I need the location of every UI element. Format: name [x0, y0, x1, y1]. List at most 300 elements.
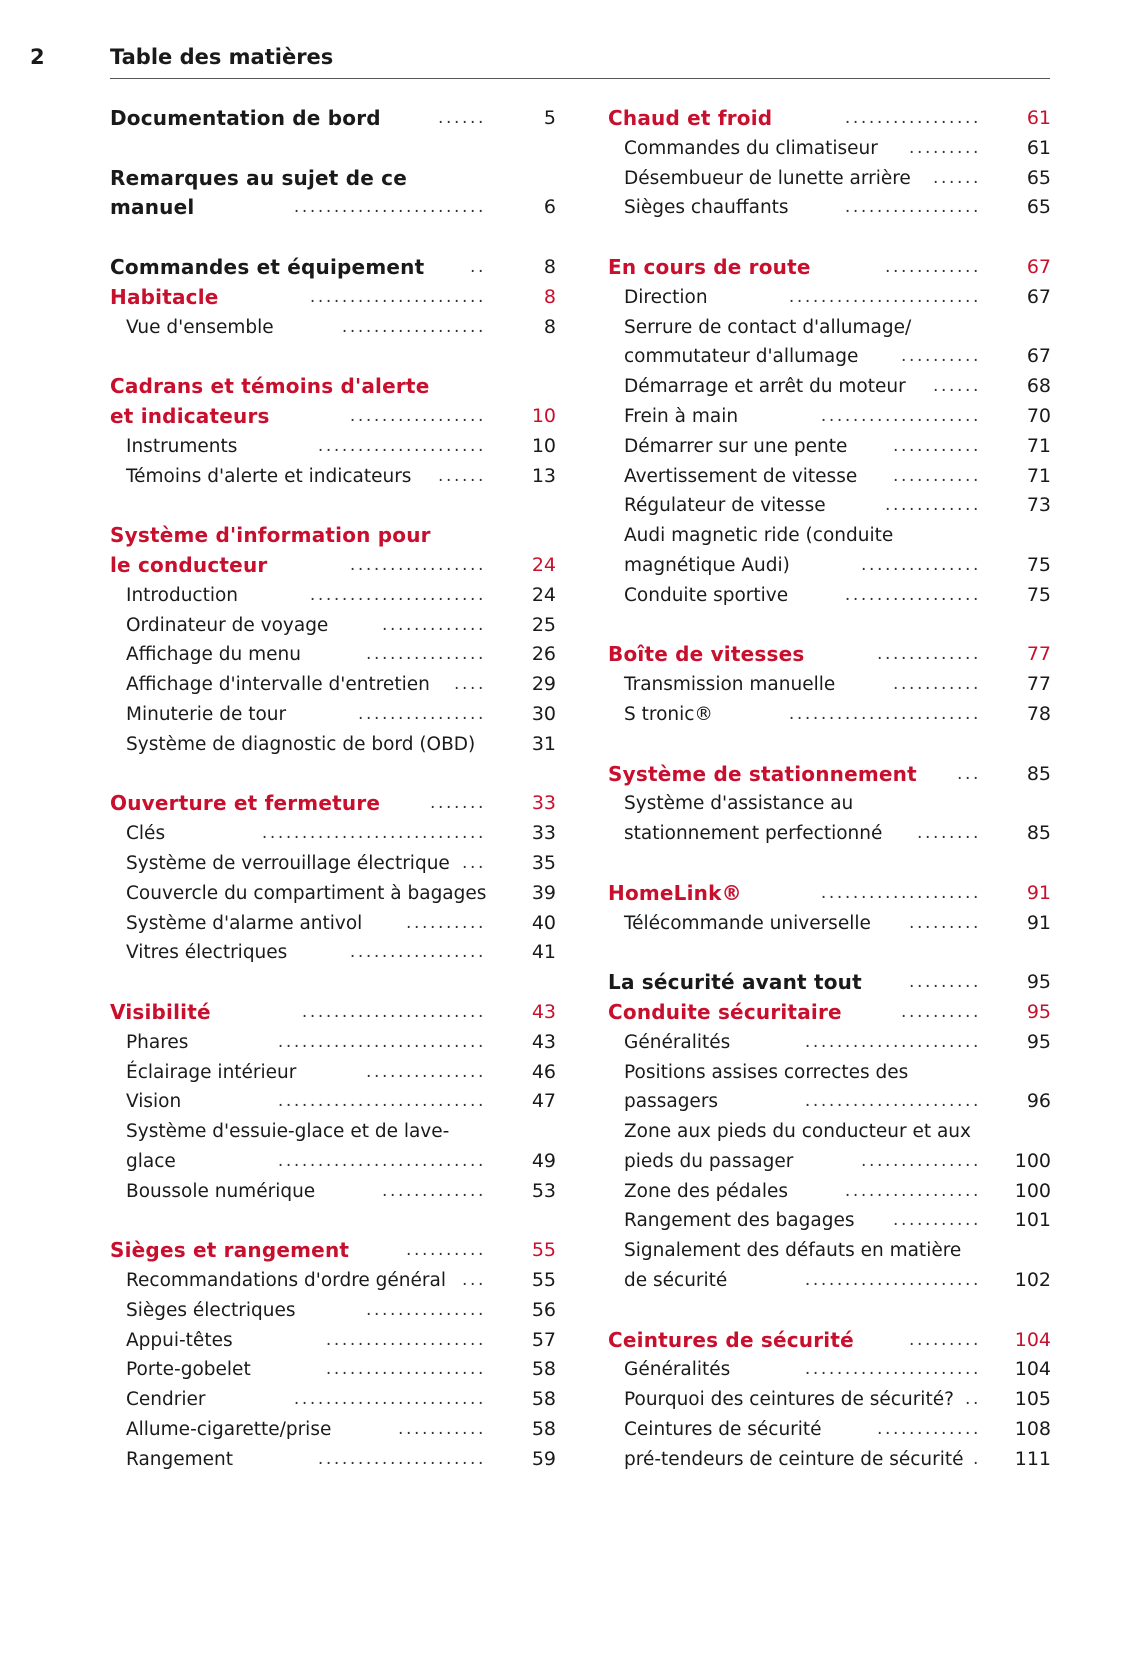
- toc-page-number: 5: [543, 107, 556, 129]
- toc-entry-title: Système d'information pour: [110, 523, 431, 548]
- toc-entry[interactable]: [110, 253, 556, 283]
- toc-entry[interactable]: [110, 104, 556, 134]
- toc-entry[interactable]: [608, 134, 1051, 164]
- toc-page-number: 95: [1026, 971, 1051, 994]
- toc-entry[interactable]: [110, 819, 556, 849]
- toc-leader-dots: ..........: [405, 1240, 486, 1261]
- toc-page-number: 108: [1014, 1418, 1051, 1441]
- toc-entry[interactable]: [110, 1266, 556, 1296]
- toc-entry-title: glace: [126, 1150, 176, 1172]
- toc-leader-dots: ...............: [860, 554, 981, 575]
- toc-entry: [110, 372, 556, 402]
- toc-leader-dots: ........: [916, 823, 981, 844]
- toc-page-number: 67: [1026, 345, 1051, 368]
- toc-entry-title: Rangement: [126, 1448, 234, 1470]
- toc-page-number: 55: [531, 1269, 556, 1292]
- toc-entry[interactable]: [110, 432, 556, 462]
- toc-entry-title: Boussole numérique: [126, 1180, 316, 1202]
- toc-leader-dots: ....................: [820, 405, 981, 426]
- toc-entry-title: Généralités: [624, 1359, 731, 1381]
- toc-page-number: 100: [1014, 1149, 1051, 1172]
- toc-entry[interactable]: [110, 1415, 556, 1445]
- toc-leader-dots: .: [972, 1448, 981, 1469]
- toc-entry[interactable]: [608, 670, 1051, 700]
- toc-page-number: 104: [1014, 1328, 1051, 1351]
- toc-leader-dots: .........: [908, 972, 981, 993]
- toc-leader-dots: ......: [932, 167, 981, 188]
- toc-entry[interactable]: [608, 1087, 1051, 1117]
- toc-leader-dots: .........: [908, 1329, 981, 1350]
- toc-page-number: 91: [1026, 911, 1051, 934]
- toc-page-number: 33: [531, 792, 556, 815]
- toc-page-number: 8: [543, 285, 556, 308]
- toc-entry-title: Démarrage et arrêt du moteur: [624, 376, 906, 398]
- toc-leader-dots: ...............: [365, 1061, 486, 1082]
- toc-entry[interactable]: [110, 402, 556, 432]
- toc-entry[interactable]: [110, 909, 556, 939]
- toc-entry[interactable]: [608, 164, 1051, 194]
- toc-entry-title: passagers: [624, 1091, 719, 1113]
- toc-spacer: [110, 491, 556, 521]
- toc-right-column: [608, 104, 1051, 1475]
- toc-entry[interactable]: [608, 968, 1051, 998]
- toc-page-number: 96: [1026, 1090, 1051, 1113]
- toc-page-number: 10: [531, 434, 556, 457]
- toc-leader-dots: ..........................: [277, 1150, 486, 1171]
- toc-entry-title: Habitacle: [110, 284, 219, 309]
- toc-entry[interactable]: [608, 1028, 1051, 1058]
- toc-leader-dots: ...............: [860, 1150, 981, 1171]
- toc-page-number: 71: [1026, 464, 1051, 487]
- toc-entry[interactable]: [110, 313, 556, 343]
- toc-page-number: 65: [1026, 196, 1051, 219]
- toc-spacer: [608, 611, 1051, 641]
- toc-leader-dots: ......................: [804, 1359, 981, 1380]
- toc-page-number: 78: [1026, 702, 1051, 725]
- toc-entry[interactable]: [608, 402, 1051, 432]
- toc-leader-dots: .................: [349, 554, 486, 575]
- toc-entry[interactable]: [608, 581, 1051, 611]
- toc-page-number: 58: [531, 1358, 556, 1381]
- toc-entry-title: Recommandations d'ordre général: [126, 1270, 446, 1292]
- toc-leader-dots: ......................: [309, 286, 486, 307]
- toc-entry-title: Pourquoi des ceintures de sécurité?: [624, 1389, 954, 1411]
- toc-entry[interactable]: [110, 1445, 556, 1475]
- toc-entry-title: Affichage d'intervalle d'entretien: [126, 674, 430, 696]
- toc-entry[interactable]: [110, 1326, 556, 1356]
- toc-entry[interactable]: [608, 1445, 1051, 1475]
- toc-entry[interactable]: [110, 938, 556, 968]
- toc-entry-title: Phares: [126, 1031, 189, 1053]
- toc-entry-title: Signalement des défauts en matière: [624, 1240, 962, 1262]
- toc-spacer: [110, 134, 556, 164]
- toc-page-number: 6: [543, 196, 556, 219]
- toc-entry-title: manuel: [110, 195, 195, 220]
- toc-page-number: 8: [543, 255, 556, 278]
- toc-entry[interactable]: [608, 342, 1051, 372]
- toc-entry[interactable]: [608, 283, 1051, 313]
- toc-entry-title: le conducteur: [110, 552, 268, 577]
- toc-entry-title: Cadrans et témoins d'alerte: [110, 374, 430, 399]
- toc-leader-dots: ..................: [341, 316, 486, 337]
- toc-page-number: 67: [1026, 255, 1051, 278]
- toc-entry[interactable]: [110, 581, 556, 611]
- toc-page-number: 75: [1026, 553, 1051, 576]
- toc-entry-title: Vitres électriques: [126, 942, 288, 964]
- toc-page-number: 67: [1026, 285, 1051, 308]
- toc-leader-dots: ............................: [261, 823, 486, 844]
- toc-entry-title: En cours de route: [608, 254, 811, 279]
- toc-entry-title: Ceintures de sécurité: [624, 1419, 822, 1441]
- toc-entry[interactable]: [110, 670, 556, 700]
- toc-page-number: 41: [531, 941, 556, 964]
- toc-entry[interactable]: [608, 1177, 1051, 1207]
- toc-entry-title: Sièges et rangement: [110, 1238, 350, 1263]
- toc-entry-title: magnétique Audi): [624, 554, 790, 576]
- toc-entry: [608, 313, 1051, 343]
- toc-page-number: 25: [531, 613, 556, 636]
- toc-entry[interactable]: [608, 760, 1051, 790]
- toc-entry[interactable]: [110, 1028, 556, 1058]
- toc-entry[interactable]: [110, 1087, 556, 1117]
- toc-entry[interactable]: [608, 819, 1051, 849]
- toc-entry-title: Rangement des bagages: [624, 1210, 855, 1232]
- toc-leader-dots: .......: [429, 793, 486, 814]
- toc-entry[interactable]: [608, 372, 1051, 402]
- toc-entry-title: Généralités: [624, 1031, 731, 1053]
- toc-page-number: 40: [531, 911, 556, 934]
- toc-page-number: 26: [531, 643, 556, 666]
- toc-leader-dots: ...........: [892, 435, 981, 456]
- toc-entry[interactable]: [110, 1147, 556, 1177]
- toc-entry-title: Désembueur de lunette arrière: [624, 167, 911, 189]
- toc-leader-dots: ....................: [820, 882, 981, 903]
- toc-page-number: 30: [531, 702, 556, 725]
- toc-entry-title: Audi magnetic ride (conduite: [624, 525, 894, 547]
- toc-entry-title: Remarques au sujet de ce: [110, 165, 407, 190]
- toc-leader-dots: ...: [461, 1270, 486, 1291]
- toc-page-number: 8: [543, 315, 556, 338]
- toc-entry-title: stationnement perfectionné: [624, 823, 883, 845]
- toc-entry[interactable]: [110, 700, 556, 730]
- toc-entry-title: pré-tendeurs de ceinture de sécurité: [624, 1448, 964, 1470]
- toc-page-number: 57: [531, 1328, 556, 1351]
- toc-entry[interactable]: [608, 1147, 1051, 1177]
- toc-page-number: 29: [531, 673, 556, 696]
- toc-leader-dots: ......: [437, 108, 486, 128]
- toc-leader-dots: ...........: [892, 1210, 981, 1231]
- toc-page-number: 39: [531, 881, 556, 904]
- toc-leader-dots: .............: [381, 1180, 486, 1201]
- toc-page-number: 65: [1026, 166, 1051, 189]
- toc-leader-dots: ...........: [397, 1419, 486, 1440]
- toc-entry[interactable]: [608, 1326, 1051, 1356]
- toc-page-number: 46: [531, 1060, 556, 1083]
- toc-leader-dots: ........................: [293, 1389, 486, 1410]
- toc-page-number: 56: [531, 1298, 556, 1321]
- toc-leader-dots: .................: [349, 942, 486, 963]
- toc-entry-title: Documentation de bord: [110, 106, 381, 130]
- toc-page-number: 24: [531, 553, 556, 576]
- toc-leader-dots: ....: [453, 674, 486, 695]
- toc-leader-dots: ............: [884, 256, 981, 277]
- toc-leader-dots: .......................: [301, 1001, 486, 1022]
- toc-entry-title: de sécurité: [624, 1270, 728, 1292]
- toc-entry[interactable]: [110, 998, 556, 1028]
- toc-entry[interactable]: [608, 104, 1051, 134]
- toc-leader-dots: .................: [844, 108, 981, 128]
- toc-entry[interactable]: [110, 193, 556, 223]
- toc-leader-dots: .....................: [317, 1448, 486, 1469]
- toc-leader-dots: ......: [932, 376, 981, 397]
- toc-entry: [608, 521, 1051, 551]
- toc-entry[interactable]: [110, 1296, 556, 1326]
- toc-page-number: 101: [1014, 1209, 1051, 1232]
- toc-entry-title: Système de diagnostic de bord (OBD): [126, 733, 476, 755]
- toc-entry-title: Couvercle du compartiment à bagages: [126, 882, 487, 904]
- toc-leader-dots: .............: [876, 644, 981, 665]
- toc-entry[interactable]: [608, 700, 1051, 730]
- toc-entry[interactable]: [608, 998, 1051, 1028]
- toc-entry[interactable]: [110, 1177, 556, 1207]
- toc-leader-dots: ...............: [365, 1299, 486, 1320]
- toc-page-number: 43: [531, 1000, 556, 1023]
- toc-leader-dots: ...: [956, 763, 981, 784]
- toc-page-number: 68: [1026, 375, 1051, 398]
- toc-entry[interactable]: [110, 730, 556, 760]
- toc-entry-title: Démarrer sur une pente: [624, 435, 848, 457]
- toc-entry-title: La sécurité avant tout: [608, 970, 862, 995]
- toc-spacer: [608, 223, 1051, 253]
- toc-entry-title: HomeLink®: [608, 880, 742, 905]
- toc-entry-title: Cendrier: [126, 1389, 206, 1411]
- toc-entry-title: et indicateurs: [110, 403, 270, 428]
- toc-entry[interactable]: [608, 551, 1051, 581]
- toc-entry[interactable]: [608, 432, 1051, 462]
- toc-leader-dots: ..........: [900, 1001, 981, 1022]
- toc-entry-title: Frein à main: [624, 405, 739, 427]
- toc-leader-dots: ......: [437, 465, 486, 486]
- toc-entry[interactable]: [608, 879, 1051, 909]
- toc-entry[interactable]: [110, 1355, 556, 1385]
- toc-entry-title: Vue d'ensemble: [126, 316, 274, 338]
- toc-entry: [110, 164, 556, 194]
- toc-entry: [110, 521, 556, 551]
- toc-page-number: 13: [531, 464, 556, 487]
- toc-entry-title: Clés: [126, 823, 166, 845]
- toc-leader-dots: ..........................: [277, 1091, 486, 1112]
- toc-page-number: 47: [531, 1090, 556, 1113]
- toc-spacer: [608, 730, 1051, 760]
- toc-leader-dots: ......................: [804, 1031, 981, 1052]
- toc-page-number: 71: [1026, 434, 1051, 457]
- toc-leader-dots: .............: [876, 1419, 981, 1440]
- toc-entry-title: Conduite sécuritaire: [608, 999, 842, 1024]
- toc-entry-title: Visibilité: [110, 999, 211, 1024]
- toc-left-column: [110, 104, 556, 1475]
- toc-leader-dots: ...: [461, 852, 486, 873]
- toc-leader-dots: ......................: [309, 584, 486, 605]
- toc-entry-title: Ouverture et fermeture: [110, 791, 381, 816]
- toc-entry-title: Système d'essuie-glace et de lave-: [126, 1121, 450, 1143]
- toc-entry-title: Allume-cigarette/prise: [126, 1419, 332, 1441]
- toc-entry-title: Système d'assistance au: [624, 793, 854, 815]
- toc-entry-title: Témoins d'alerte et indicateurs: [126, 465, 412, 487]
- toc-leader-dots: ....................: [325, 1329, 486, 1350]
- toc-page-number: 35: [531, 851, 556, 874]
- toc-entry-title: Commandes du climatiseur: [624, 137, 878, 159]
- toc-leader-dots: ........................: [788, 703, 981, 724]
- toc-leader-dots: ...........: [892, 465, 981, 486]
- toc-entry-title: Télécommande universelle: [624, 912, 871, 934]
- toc-leader-dots: .................: [349, 405, 486, 426]
- toc-entry[interactable]: [110, 462, 556, 492]
- toc-entry-title: Boîte de vitesses: [608, 642, 805, 667]
- toc-leader-dots: .........: [908, 137, 981, 158]
- toc-entry-title: Vision: [126, 1091, 182, 1113]
- toc-entry-title: Serrure de contact d'allumage/: [624, 316, 912, 338]
- toc-page-number: 95: [1026, 1000, 1051, 1023]
- toc-entry-title: S tronic®: [624, 703, 713, 725]
- toc-page-number: 61: [1026, 107, 1051, 129]
- toc-page-number: 91: [1026, 881, 1051, 904]
- toc-page-number: 61: [1026, 136, 1051, 159]
- toc-leader-dots: ......................: [804, 1270, 981, 1291]
- toc-page-number: 75: [1026, 583, 1051, 606]
- toc-entry-title: Avertissement de vitesse: [624, 465, 858, 487]
- toc-entry-title: Minuterie de tour: [126, 703, 287, 725]
- toc-page-number: 105: [1014, 1388, 1051, 1411]
- toc-entry-title: Zone aux pieds du conducteur et aux: [624, 1121, 971, 1143]
- toc-entry-title: Zone des pédales: [624, 1180, 788, 1202]
- toc-entry[interactable]: [110, 1236, 556, 1266]
- toc-entry[interactable]: [110, 789, 556, 819]
- toc-entry-title: Positions assises correctes des: [624, 1061, 909, 1083]
- toc-page-number: 55: [531, 1239, 556, 1262]
- toc-page-number: 95: [1026, 1030, 1051, 1053]
- toc-entry-title: Sièges chauffants: [624, 197, 789, 219]
- toc-entry[interactable]: [110, 1385, 556, 1415]
- toc-spacer: [110, 342, 556, 372]
- toc-page-number: 53: [531, 1179, 556, 1202]
- toc-entry[interactable]: [608, 1415, 1051, 1445]
- toc-leader-dots: .................: [844, 197, 981, 218]
- toc-entry[interactable]: [608, 640, 1051, 670]
- toc-page-number: 102: [1014, 1269, 1051, 1292]
- toc-entry-title: Ordinateur de voyage: [126, 614, 329, 636]
- toc-entry[interactable]: [110, 879, 556, 909]
- toc-page-number: 31: [531, 732, 556, 755]
- toc-leader-dots: ................: [357, 703, 486, 724]
- toc-entry[interactable]: [608, 253, 1051, 283]
- toc-page-number: 77: [1026, 673, 1051, 696]
- toc-entry[interactable]: [110, 283, 556, 313]
- toc-leader-dots: ............: [884, 495, 981, 516]
- toc-page-number: 59: [531, 1447, 556, 1470]
- toc-entry[interactable]: [110, 1058, 556, 1088]
- toc-page-number: 70: [1026, 404, 1051, 427]
- toc-entry[interactable]: [608, 462, 1051, 492]
- toc-entry[interactable]: [608, 491, 1051, 521]
- toc-entry-title: Transmission manuelle: [624, 674, 836, 696]
- toc-entry-title: Appui-têtes: [126, 1329, 233, 1351]
- toc-entry-title: Instruments: [126, 435, 238, 457]
- toc-page-number: 85: [1026, 822, 1051, 845]
- page-title: Table des matières: [110, 45, 334, 69]
- toc-entry[interactable]: [608, 1385, 1051, 1415]
- toc-spacer: [608, 849, 1051, 879]
- toc-entry[interactable]: [608, 909, 1051, 939]
- toc-leader-dots: ........................: [788, 286, 981, 307]
- toc-entry-title: Ceintures de sécurité: [608, 1327, 854, 1352]
- toc-entry-title: Conduite sportive: [624, 584, 789, 606]
- toc-page-number: 58: [531, 1418, 556, 1441]
- toc-leader-dots: ........................: [293, 197, 486, 218]
- toc-entry[interactable]: [110, 611, 556, 641]
- toc-page-number: 111: [1014, 1447, 1051, 1470]
- toc-entry[interactable]: [608, 1355, 1051, 1385]
- toc-leader-dots: .................: [844, 1180, 981, 1201]
- toc-page-number: 100: [1014, 1179, 1051, 1202]
- toc-leader-dots: ......................: [804, 1091, 981, 1112]
- toc-leader-dots: ..: [469, 256, 486, 277]
- toc-leader-dots: .................: [844, 584, 981, 605]
- toc-spacer: [608, 938, 1051, 968]
- toc-entry[interactable]: [110, 551, 556, 581]
- toc-page-number: 77: [1026, 643, 1051, 666]
- toc-entry-title: Commandes et équipement: [110, 254, 425, 279]
- toc-leader-dots: ..........: [405, 912, 486, 933]
- toc-entry: [608, 1117, 1051, 1147]
- toc-entry[interactable]: [608, 193, 1051, 223]
- toc-leader-dots: ..........: [900, 346, 981, 367]
- toc-entry-title: Régulateur de vitesse: [624, 495, 826, 517]
- toc-page-number: 10: [531, 404, 556, 427]
- toc-entry-title: Système de stationnement: [608, 761, 917, 786]
- toc-entry[interactable]: [110, 849, 556, 879]
- toc-entry-title: commutateur d'allumage: [624, 346, 859, 368]
- toc-leader-dots: ...........: [892, 674, 981, 695]
- page-number: 2: [30, 45, 45, 69]
- toc-spacer: [110, 968, 556, 998]
- toc-entry: [608, 1236, 1051, 1266]
- toc-entry[interactable]: [608, 1266, 1051, 1296]
- toc-leader-dots: ....................: [325, 1359, 486, 1380]
- header-divider: [110, 78, 1050, 79]
- toc-leader-dots: .........: [908, 912, 981, 933]
- toc-leader-dots: .....................: [317, 435, 486, 456]
- toc-leader-dots: ...............: [365, 644, 486, 665]
- toc-entry-title: Éclairage intérieur: [126, 1061, 297, 1083]
- toc-entry[interactable]: [608, 1206, 1051, 1236]
- toc-leader-dots: .............: [381, 614, 486, 635]
- toc-page-number: 85: [1026, 762, 1051, 785]
- toc-entry[interactable]: [110, 640, 556, 670]
- page-header: [0, 0, 1142, 80]
- toc-spacer: [110, 223, 556, 253]
- toc-entry: [608, 1058, 1051, 1088]
- toc-spacer: [608, 1296, 1051, 1326]
- toc-entry-title: Affichage du menu: [126, 644, 301, 666]
- toc-entry-title: Porte-gobelet: [126, 1359, 251, 1381]
- toc-spacer: [110, 1206, 556, 1236]
- toc-leader-dots: ..........................: [277, 1031, 486, 1052]
- toc-entry-title: Introduction: [126, 584, 239, 606]
- toc-page-number: 73: [1026, 494, 1051, 517]
- toc-entry-title: pieds du passager: [624, 1150, 794, 1172]
- toc-entry: [608, 789, 1051, 819]
- toc-entry: [110, 1117, 556, 1147]
